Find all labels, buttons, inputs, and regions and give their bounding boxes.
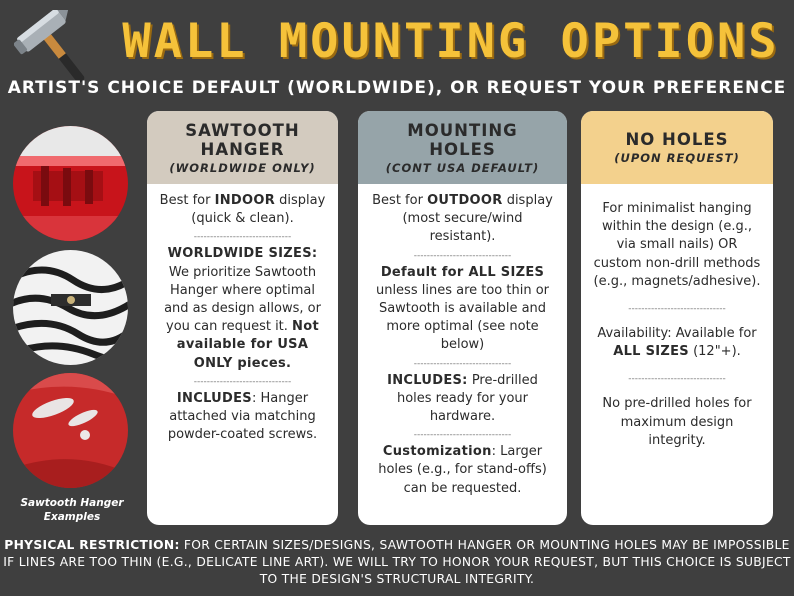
card-no-holes [581,111,773,525]
card-body [358,184,567,498]
card-paragraph: Best for INDOOR display (quick & clean). [159,193,326,227]
card-subtitle: (UPON REQUEST) [614,151,740,165]
card-header [581,111,773,184]
card-paragraph: INCLUDES: Hanger attached via matching powder-coated screws. [167,390,318,443]
card-paragraph: Availability: Available for ALL SIZES (12"+). [597,326,757,360]
card-paragraph: For minimalist hanging within the design (e.g., via small nails) OR custom non-drill methods (e.g., magnets/adhesive). [593,201,761,289]
divider: ------------------------------ [413,250,512,261]
divider: ------------------------------ [413,358,512,369]
divider: ------------------------------ [628,304,726,315]
card-header [147,111,338,184]
divider: ------------------------------ [193,376,292,387]
card-paragraph: No pre-drilled holes for maximum design integrity. [602,396,752,448]
card-mounting-holes [358,111,567,525]
card-title: SAWTOOTH HANGER [185,120,300,159]
card-title: MOUNTING HOLES [407,120,518,159]
card-header [358,111,567,184]
card-paragraph: Customization: Larger holes (e.g., for stand-offs) can be requested. [378,444,547,496]
page-subtitle: ARTIST'S CHOICE DEFAULT (WORLDWIDE), OR REQUEST YOUR PREFERENCE [7,78,787,98]
sawtooth-photo-3 [13,373,128,488]
footer-restriction: PHYSICAL RESTRICTION: FOR CERTAIN SIZES/DESIGNS, SAWTOOTH HANGER OR MOUNTING HOLES MAY BE IMPOSSIBLE IF LINES ARE TOO THIN (E.G., DELICATE LINE ART). WE WILL TRY TO HONOR YOUR REQUEST, BUT THIS CHOICE IS SUBJECT TO THE DESIGN'S STRUCTURAL INTEGRITY. [3,538,791,586]
photo-caption: Sawtooth Hanger Examples [20,497,124,523]
card-subtitle: (WORLDWIDE ONLY) [169,160,316,175]
card-subtitle: (CONT USA DEFAULT) [385,160,540,175]
card-paragraph: WORLDWIDE SIZES: We prioritize Sawtooth Hanger where optimal and as design allows, or you can request it. Not available for USA ONLY pieces. [164,246,321,371]
divider: ------------------------------ [628,374,726,385]
divider: ------------------------------ [413,430,512,441]
card-paragraph: Default for ALL SIZES unless lines are too thin or Sawtooth is available and more optimal (see note below) [375,264,550,353]
card-body [581,184,773,450]
page-title: WALL MOUNTING OPTIONS [122,14,780,69]
card-body [147,184,338,444]
card-title: NO HOLES [625,130,729,149]
sawtooth-photo-2 [13,250,128,365]
card-sawtooth-hanger [147,111,338,525]
card-paragraph: INCLUDES: Pre-drilled holes ready for your hardware. [387,372,538,425]
sawtooth-photo-1 [13,126,128,241]
card-paragraph: Best for OUTDOOR display (most secure/wind resistant). [372,193,553,245]
divider: ------------------------------ [193,232,292,243]
